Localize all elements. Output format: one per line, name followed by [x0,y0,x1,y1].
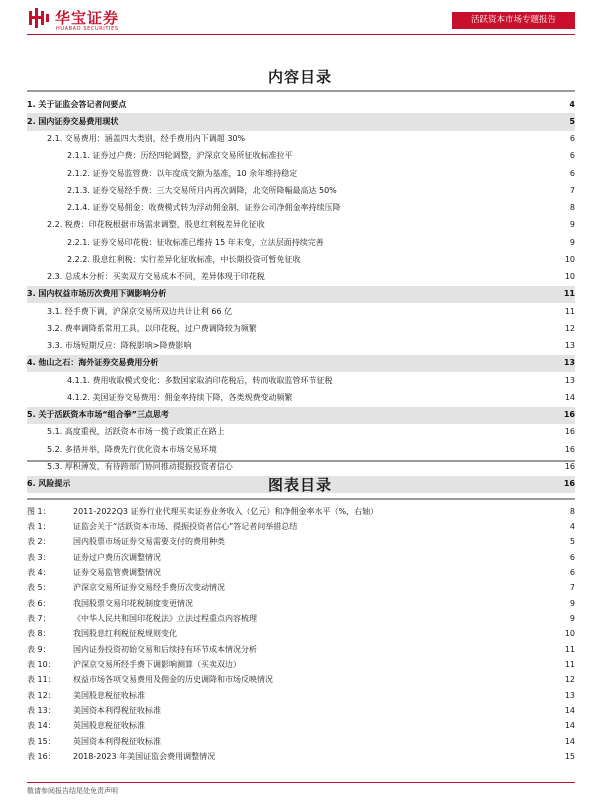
toc-entry-label: 4.1.1. 费用收取模式变化：多数国家取消印花税后，转而收取监管环节征税 [67,375,333,385]
figure-number: 表 6： [27,598,51,608]
toc-entry-label: 6. 风险提示 [27,479,71,489]
figure-page: 5 [569,537,575,547]
toc-entry[interactable] [27,182,575,199]
figure-title: 沪深京交易所证券交易经手费历次变动情况 [73,583,225,593]
figure-entry[interactable] [27,596,575,611]
figure-title: 英国股息税征收标准 [73,721,145,731]
figure-dot-leader [380,507,561,517]
toc-dot-leader [339,186,561,196]
figure-page: 7 [569,583,575,593]
toc-entry-page: 10 [564,272,575,282]
figure-number: 表 10： [27,660,56,670]
toc-entry-page: 14 [564,392,575,402]
figure-dot-leader [163,568,561,578]
toc-entry-page: 16 [564,444,575,454]
toc-entry-label: 5.2. 多措并举，降费先行优化资本市场交易环境 [47,444,217,454]
toc-entry-page: 6 [569,151,575,161]
toc-entry-label: 3.1. 经手费下调，沪深京交易所双边共计让利 66 亿 [47,306,233,316]
toc-entry-page: 16 [564,461,575,471]
toc-entry-page: 5 [569,116,575,126]
toc-entry-page: 16 [563,410,575,420]
header-divider [27,34,575,35]
toc-entry-page: 12 [564,323,575,333]
toc-dot-leader [302,255,561,265]
figure-number: 表 15： [27,736,56,746]
toc-entry-label: 2. 国内证券交易费用现状 [27,116,119,126]
figure-dot-leader [147,721,561,731]
toc-dot-leader [294,393,561,403]
figure-number: 表 2： [27,537,51,547]
figure-title: 证券过户费历次调整情况 [73,552,161,562]
figure-page: 10 [564,629,575,639]
figure-dot-leader [259,614,561,624]
figure-number: 表 4： [27,568,51,578]
figure-dot-leader [299,522,561,532]
logo-chinese-name: 华宝证券 [55,9,120,27]
toc-entry-page: 13 [564,341,575,351]
figure-entry[interactable] [27,611,575,626]
figure-dot-leader [147,691,561,701]
figure-title: 美国资本利得税征收标准 [73,706,161,716]
figure-title: 沪深京交易所经手费下调影响测算（买卖双边） [73,660,241,670]
toc-entry[interactable] [27,234,575,251]
toc-entry-page: 9 [569,220,575,230]
figure-page: 9 [569,614,575,624]
toc-dot-leader [234,307,561,317]
figure-title: 国内股票市场证券交易需要支付的费用种类 [73,537,225,547]
toc-dot-leader [128,100,561,110]
disclaimer-note: 敬请参阅报告结尾处免责声明 [27,787,118,795]
toc-entry-page: 6 [569,168,575,178]
figure-dot-leader [259,645,561,655]
figures-top-rule [27,498,575,500]
toc-entry-page: 13 [563,358,575,368]
figure-page: 6 [569,552,575,562]
figure-entry[interactable] [27,550,575,565]
toc-title: 内容目录 [267,68,332,86]
toc-bottom-rule [27,460,575,462]
figure-number: 表 14： [27,721,56,731]
toc-entry-label: 2.2.2. 股息红利税：实行差异化征收标准，中长期投资可暂免征收 [67,254,301,264]
toc-entry[interactable] [27,372,575,389]
toc-entry-label: 4. 他山之石：海外证券交易费用分析 [27,358,159,368]
figure-title: 美国股息税征收标准 [73,690,145,700]
figure-title: 我国股息红利税征税规则变化 [73,629,177,639]
figure-dot-leader [163,553,561,563]
toc-entry-page: 16 [563,479,575,489]
figure-dot-leader [163,706,561,716]
company-logo [27,6,177,34]
toc-entry[interactable] [27,441,575,458]
toc-dot-leader [120,117,561,127]
figure-entry[interactable] [27,673,575,688]
figure-entry[interactable] [27,688,575,703]
toc-entry[interactable] [27,286,575,303]
toc-entry-label: 2.1. 交易费用：涵盖四大类别，经手费用内下调超 30% [47,134,246,144]
toc-entry-page: 8 [569,203,575,213]
huabao-logo-icon [27,7,51,29]
figure-entry[interactable] [27,642,575,657]
figure-title: 国内证券投资初始交易和后续持有环节成本情况分析 [73,644,257,654]
toc-entry-label: 2.1.2. 证券交易监管费：以年度成交额为基准，10 余年维持稳定 [67,168,298,178]
toc-entry-label: 5. 关于活跃资本市场“组合拳”三点思考 [27,410,169,420]
figure-number: 表 5： [27,583,51,593]
figure-entry[interactable] [27,535,575,550]
toc-entry[interactable] [27,217,575,234]
figure-entry[interactable] [27,750,575,765]
figure-entry[interactable] [27,657,575,672]
toc-dot-leader [171,410,561,420]
figure-page: 14 [564,736,575,746]
figure-dot-leader [217,752,561,762]
list-of-figures [27,504,575,765]
toc-entry-label: 3.2. 费率调降系常用工具，以印花税、过户费调降较为频繁 [47,323,257,333]
toc-entry[interactable] [27,338,575,355]
toc-entry[interactable] [27,165,575,182]
toc-entry[interactable] [27,407,575,424]
toc-entry-page: 9 [569,237,575,247]
figure-number: 表 1： [27,522,51,532]
toc-entry[interactable] [27,96,575,113]
figure-page: 9 [569,598,575,608]
toc-entry[interactable] [27,148,575,165]
toc-entry-label: 3. 国内权益市场历次费用下调影响分析 [27,289,167,299]
toc-entry-label: 2.1.4. 证券交易佣金：收费模式转为浮动佣金制，证券公司净佣金率持续压降 [67,203,341,213]
figure-number: 表 3： [27,552,51,562]
figure-title: 2011-2022Q3 证券行业代理买卖证券业务收入（亿元）和净佣金率水平（%，右轴） [73,506,379,516]
toc-top-rule [27,90,575,92]
toc-entry-label: 5.3. 厚积薄发，有待跨部门协同推动提振投资者信心 [47,461,233,471]
figure-page: 15 [564,752,575,762]
toc-entry-page: 4 [569,99,575,109]
figure-number: 表 8： [27,629,51,639]
figure-page: 14 [564,706,575,716]
toc-dot-leader [294,151,561,161]
toc-dot-leader [267,272,561,282]
toc-dot-leader [168,289,561,299]
toc-dot-leader [219,445,561,455]
figure-number: 表 11： [27,675,56,685]
figure-entry[interactable] [27,581,575,596]
toc-entry-page: 13 [564,375,575,385]
figure-entry[interactable] [27,703,575,718]
toc-entry-label: 2.2. 税费：印花税根据市场需求调整，股息红利税差异化征收 [47,220,265,230]
figure-title: 《中华人民共和国印花税法》立法过程重点内容梳理 [73,614,257,624]
toc-dot-leader [267,220,561,230]
toc-entry[interactable] [27,320,575,337]
figure-number: 图 1： [27,506,51,516]
toc-entry[interactable] [27,303,575,320]
figure-dot-leader [227,537,561,547]
figure-entry[interactable] [27,504,575,519]
figure-entry[interactable] [27,519,575,534]
figure-entry[interactable] [27,627,575,642]
logo-english-name: HUABAO SECURITIES [56,26,119,32]
toc-entry-label: 2.3. 总成本分析：买卖双方交易成本不同，差异体现于印花税 [47,272,265,282]
figure-page: 11 [564,660,575,670]
figure-number: 表 16： [27,752,56,762]
toc-entry-label: 2.1.1. 证券过户费：历经四轮调整，沪深京交易所征收标准拉平 [67,151,293,161]
figure-dot-leader [227,583,561,593]
figures-list-title: 图表目录 [267,476,332,494]
toc-entry-label: 4.1.2. 美国证券交易费用：佣金率持续下降，各类规费变动频繁 [67,392,293,402]
figure-title: 证监会关于“活跃资本市场、提振投资者信心”答记者问举措总结 [73,522,298,532]
figure-page: 12 [564,675,575,685]
toc-entry-page: 10 [564,254,575,264]
toc-dot-leader [194,341,561,351]
toc-entry-label: 1. 关于证监会答记者问要点 [27,99,127,109]
footer-divider [27,782,575,783]
toc-entry-label: 3.3. 市场短期反应：降税影响>降费影响 [47,341,192,351]
toc-entry[interactable] [27,113,575,130]
toc-entry[interactable] [27,131,575,148]
toc-dot-leader [334,376,561,386]
toc-entry[interactable] [27,424,575,441]
toc-entry[interactable] [27,251,575,268]
page-header [0,0,600,36]
toc-dot-leader [227,427,561,437]
figure-entry[interactable] [27,565,575,580]
figure-title: 权益市场各项交易费用及佣金的历史调降和市场反映情况 [73,675,273,685]
toc-entry[interactable] [27,355,575,372]
figure-title: 英国资本利得税征收标准 [73,736,161,746]
toc-dot-leader [160,358,561,368]
toc-entry[interactable] [27,200,575,217]
toc-entry-page: 11 [563,289,575,299]
figure-title: 证券交易监管费调整情况 [73,568,161,578]
toc-dot-leader [235,462,561,472]
toc-entry[interactable] [27,269,575,286]
table-of-contents [27,96,575,493]
figure-dot-leader [195,599,561,609]
toc-entry-page: 16 [564,427,575,437]
figure-dot-leader [179,629,561,639]
figure-number: 表 12： [27,690,56,700]
figure-title: 2018-2023 年美国证监会费用调整情况 [73,752,216,762]
figure-page: 13 [564,690,575,700]
toc-entry-label: 2.2.1. 证券交易印花税：征收标准已维持 15 年未变，立法层面持续完善 [67,237,324,247]
figure-page: 8 [569,506,575,516]
toc-entry[interactable] [27,389,575,406]
figure-page: 14 [564,721,575,731]
toc-dot-leader [326,238,561,248]
figure-dot-leader [163,737,561,747]
figure-dot-leader [243,660,561,670]
figure-page: 6 [569,568,575,578]
toc-entry-label: 5.1. 高度重视，活跃资本市场一揽子政策正在路上 [47,427,225,437]
figure-page: 4 [569,522,575,532]
figure-title: 我国股票交易印花税制度变更情况 [73,598,193,608]
report-type-badge: 活跃资本市场专题报告 [452,12,575,29]
figure-number: 表 13： [27,706,56,716]
figure-number: 表 7： [27,614,51,624]
figure-entry[interactable] [27,734,575,749]
figure-entry[interactable] [27,719,575,734]
toc-entry-page: 7 [569,185,575,195]
figure-page: 11 [564,644,575,654]
toc-dot-leader [342,203,561,213]
toc-dot-leader [299,169,561,179]
figure-number: 表 9： [27,644,51,654]
toc-dot-leader [259,324,561,334]
toc-dot-leader [247,134,561,144]
toc-entry-label: 2.1.3. 证券交易经手费：三大交易所月内再次调降，北交所降幅最高达 50% [67,185,337,195]
toc-entry-page: 6 [569,134,575,144]
toc-entry-page: 11 [564,306,575,316]
figure-dot-leader [275,675,561,685]
